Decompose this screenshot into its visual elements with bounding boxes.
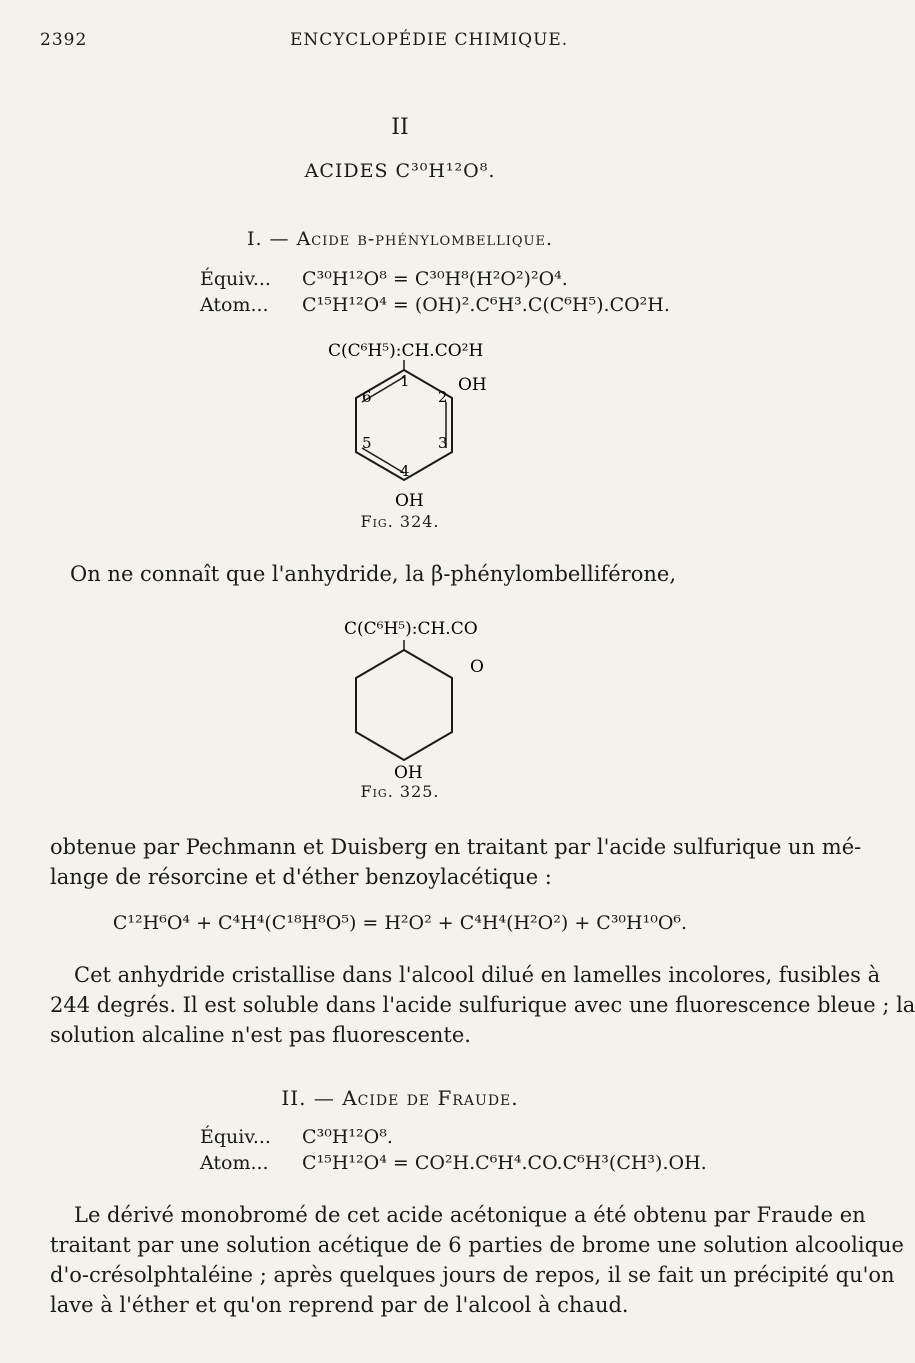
acid1-equiv-row: [200, 268, 568, 290]
text-line: Cet anhydride cristallise dans l'alcool dilué en lamelles incolores, fusibles à: [74, 963, 881, 987]
fig324-top-group: C(C⁶H⁵):CH.CO²H: [328, 341, 484, 361]
fig324-bottom-oh: OH: [395, 491, 424, 511]
acid2-atom-formula: C¹⁵H¹²O⁴ = CO²H.C⁶H⁴.CO.C⁶H³(CH³).OH.: [302, 1152, 707, 1174]
acid1-equiv-formula: C³⁰H¹²O⁸ = C³⁰H⁸(H²O²)²O⁴.: [302, 268, 568, 290]
structure-fig-325: [330, 608, 530, 788]
figure-caption-325: Fig. 325.: [360, 782, 440, 801]
section-title: ACIDES C³⁰H¹²O⁸.: [304, 160, 496, 182]
acid1-atom-formula: C¹⁵H¹²O⁴ = (OH)².C⁶H³.C(C⁶H⁵).CO²H.: [302, 294, 670, 316]
acid1-atom-row: [200, 294, 670, 316]
text-line: 244 degrés. Il est soluble dans l'acide sulfurique avec une fluorescence bleue ; la: [50, 993, 915, 1017]
acid2-equiv-row: [200, 1126, 393, 1148]
acid2-equiv-formula: C³⁰H¹²O⁸.: [302, 1126, 393, 1148]
figure-caption-324: Fig. 324.: [360, 512, 440, 531]
acid2-atom-row: [200, 1152, 707, 1174]
ring-position-5: 5: [362, 434, 372, 452]
text-line: lange de résorcine et d'éther benzoylacétique :: [50, 865, 552, 889]
ring-position-6: 6: [362, 388, 372, 406]
section-numeral: II: [391, 115, 409, 140]
running-title: ENCYCLOPÉDIE CHIMIQUE.: [290, 30, 569, 50]
anhydride-intro: On ne connaît que l'anhydride, la β-phénylombelliférone,: [70, 562, 676, 586]
ring-position-1: 1: [400, 372, 410, 390]
fig324-substituent-oh: OH: [458, 375, 487, 395]
acid1-atom-label: Atom...: [200, 294, 269, 316]
acid2-paragraph: [50, 1200, 904, 1320]
ring-position-2: 2: [438, 388, 448, 406]
text-line: Le dérivé monobromé de cet acide acétonique a été obtenu par Fraude en: [74, 1203, 866, 1227]
text-line: traitant par une solution acétique de 6 parties de brome une solution alcoolique: [50, 1233, 904, 1257]
reaction-equation: C¹²H⁶O⁴ + C⁴H⁴(C¹⁸H⁸O⁵) = H²O² + C⁴H⁴(H²O²) + C³⁰H¹⁰O⁶.: [112, 912, 688, 934]
acid2-equiv-label: Équiv...: [200, 1126, 271, 1148]
ring-position-3: 3: [438, 434, 448, 452]
benzene-ring: [356, 650, 452, 760]
acid1-equiv-label: Équiv...: [200, 268, 271, 290]
fig325-ring-oxygen: O: [470, 657, 484, 677]
text-line: d'o-crésolphtaléine ; après quelques jours de repos, il se fait un précipité qu'on: [50, 1263, 895, 1287]
structure-fig-324: [300, 330, 520, 510]
text-line: lave à l'éther et qu'on reprend par de l'alcool à chaud.: [50, 1293, 629, 1317]
fig325-top-group: C(C⁶H⁵):CH.CO: [344, 619, 478, 639]
text-line: obtenue par Pechmann et Duisberg en traitant par l'acide sulfurique un mé-: [50, 835, 862, 859]
acid2-heading: II. — Acide de Fraude.: [281, 1086, 519, 1110]
anhydride-paragraph-1: [50, 832, 862, 892]
text-line: solution alcaline n'est pas fluorescente.: [50, 1023, 471, 1047]
anhydride-paragraph-2: [50, 960, 915, 1050]
ring-position-4: 4: [400, 462, 410, 480]
page-number: 2392: [40, 30, 88, 50]
acid1-heading: I. — Acide β-phénylombellique.: [246, 228, 554, 250]
fig325-bottom-oh: OH: [394, 763, 423, 783]
acid2-atom-label: Atom...: [200, 1152, 269, 1174]
